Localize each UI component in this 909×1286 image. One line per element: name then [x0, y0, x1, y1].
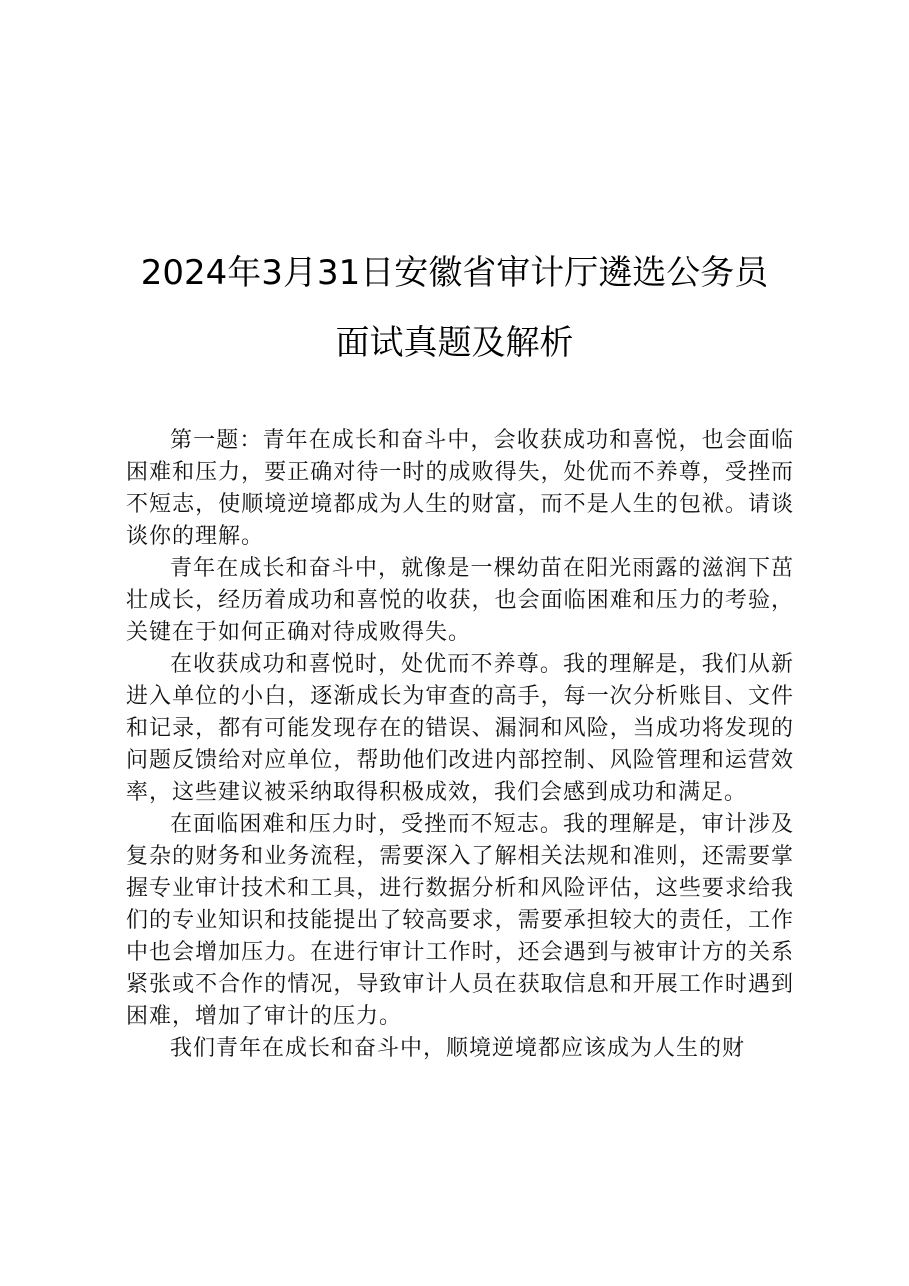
document-body	[126, 425, 794, 1065]
document-title-line-2: 面试真题及解析	[335, 323, 574, 363]
paragraph-difficulty: 在面临困难和压力时，受挫而不短志。我的理解是，审计涉及复杂的财务和业务流程，需要深入了解相关法规和准则，还需要掌握专业审计技术和工具，进行数据分析和风险评估，这些要求给我们的专业知识和技能提出了较高要求，需要承担较大的责任，工作中也会增加压力。在进行审计工作时，还会遇到与被审计方的关系紧张或不合作的情况，导致审计人员在获取信息和开展工作时遇到困难，增加了审计的压力。	[126, 812, 794, 1029]
paragraph-intro: 青年在成长和奋斗中，就像是一棵幼苗在阳光雨露的滋润下茁壮成长，经历着成功和喜悦的收获，也会面临困难和压力的考验，关键在于如何正确对待成败得失。	[126, 556, 794, 645]
paragraph-conclusion: 我们青年在成长和奋斗中，顺境逆境都应该成为人生的财	[170, 1036, 746, 1061]
paragraph-question-1: 第一题：青年在成长和奋斗中，会收获成功和喜悦，也会面临困难和压力，要正确对待一时的成败得失，处优而不养尊，受挫而不短志，使顺境逆境都成为人生的财富，而不是人生的包袱。请谈谈你的理解。	[126, 428, 794, 549]
paragraph-success: 在收获成功和喜悦时，处优而不养尊。我的理解是，我们从新进入单位的小白，逐渐成长为审查的高手，每一次分析账目、文件和记录，都有可能发现存在的错误、漏洞和风险，当成功将发现的问题反馈给对应单位，帮助他们改进内部控制、风险管理和运营效率，这些建议被采纳取得积极成效，我们会感到成功和满足。	[126, 652, 794, 805]
document-title-line-1: 2024年3月31日安徽省审计厅遴选公务员	[140, 253, 769, 293]
